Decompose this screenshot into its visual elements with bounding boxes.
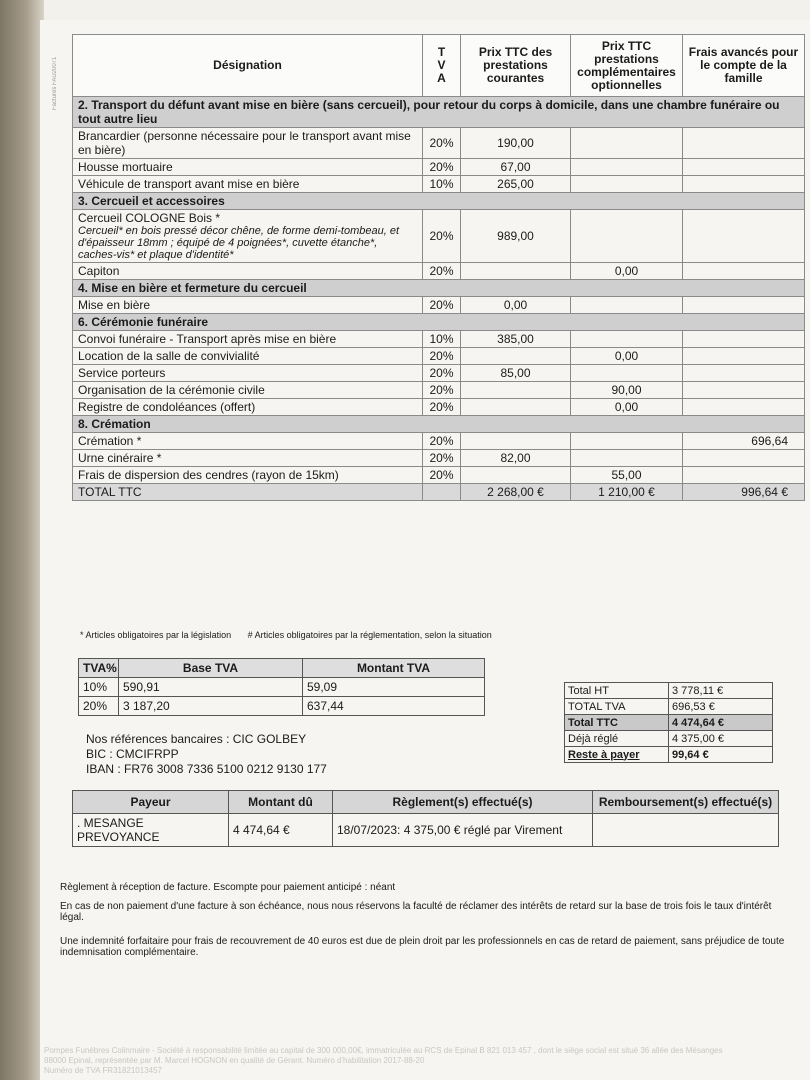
item-tva: 10%: [423, 176, 461, 193]
pay-header-refund: Remboursement(s) effectué(s): [593, 791, 779, 814]
item-tva: 20%: [423, 210, 461, 263]
item-label: TOTAL TTC: [78, 485, 142, 499]
item-price-option: [571, 176, 683, 193]
item-price-option: [571, 210, 683, 263]
totals-value: 3 778,11 €: [669, 683, 773, 699]
totals-label: Total TTC: [565, 715, 669, 731]
item-row: [73, 467, 805, 484]
section-row: [73, 280, 805, 297]
item-price-frais: [683, 348, 805, 365]
item-price-option: 0,00: [571, 399, 683, 416]
tva-header-base: Base TVA: [119, 659, 303, 678]
pay-header-payer: Payeur: [73, 791, 229, 814]
item-price-frais: 996,64 €: [683, 484, 805, 501]
section-row: [73, 193, 805, 210]
item-price-frais: [683, 365, 805, 382]
item-label: Capiton: [78, 264, 120, 278]
item-designation: [73, 365, 423, 382]
item-tva: 20%: [423, 263, 461, 280]
tva-row: [79, 678, 485, 697]
col-courantes: Prix TTC des prestations courantes: [461, 35, 571, 97]
totals-table: [564, 682, 773, 763]
item-tva: 20%: [423, 433, 461, 450]
item-price-courant: 190,00: [461, 128, 571, 159]
item-price-option: 1 210,00 €: [571, 484, 683, 501]
item-row: [73, 297, 805, 314]
tva-amount: 637,44: [303, 697, 485, 716]
totals-label: Reste à payer: [565, 747, 669, 763]
section-row: [73, 97, 805, 128]
item-designation: [73, 176, 423, 193]
item-price-courant: [461, 348, 571, 365]
item-designation: [73, 399, 423, 416]
col-frais: Frais avancés pour le compte de la famille: [683, 35, 805, 97]
item-price-frais: [683, 159, 805, 176]
item-tva: 20%: [423, 382, 461, 399]
background-left-edge: [0, 0, 44, 1080]
invoice-items-table: [72, 34, 805, 501]
legal-payment-terms: Règlement à réception de facture. Escompte pour paiement anticipé : néant: [60, 882, 396, 893]
item-tva: 20%: [423, 128, 461, 159]
item-tva: 20%: [423, 159, 461, 176]
item-designation: [73, 263, 423, 280]
tva-base: 3 187,20: [119, 697, 303, 716]
totals-label: Déjà réglé: [565, 731, 669, 747]
payment-row: [73, 814, 779, 847]
item-label: Mise en bière: [78, 298, 151, 312]
item-row: [73, 365, 805, 382]
item-label: Location de la salle de convivialité: [78, 349, 260, 363]
item-label: Housse mortuaire: [78, 160, 173, 174]
note-legal: * Articles obligatoires par la législation: [80, 630, 232, 640]
item-price-option: 0,00: [571, 263, 683, 280]
section-row: [73, 314, 805, 331]
totals-row: [565, 683, 773, 699]
item-price-frais: [683, 176, 805, 193]
col-optionnelles: Prix TTC prestations complémentaires optionnelles: [571, 35, 683, 97]
item-tva: [423, 484, 461, 501]
item-price-option: [571, 433, 683, 450]
item-price-option: [571, 450, 683, 467]
item-price-frais: 696,64: [683, 433, 805, 450]
total-row: [73, 484, 805, 501]
item-label: Urne cinéraire *: [78, 451, 162, 465]
col-tva: T V A: [423, 35, 461, 97]
refund: [593, 814, 779, 847]
note-regulation: # Articles obligatoires par la réglementation, selon la situation: [247, 630, 492, 640]
item-row: [73, 159, 805, 176]
item-designation: [73, 433, 423, 450]
item-label: Registre de condoléances (offert): [78, 400, 256, 414]
iban-line: IBAN : FR76 3008 7336 5100 0212 9130 177: [86, 762, 327, 776]
payment-table: [72, 790, 779, 847]
totals-value: 696,53 €: [669, 699, 773, 715]
item-tva: 20%: [423, 399, 461, 416]
item-row: [73, 382, 805, 399]
item-designation: [73, 467, 423, 484]
tva-header-rate: TVA%: [79, 659, 119, 678]
tva-table: [78, 658, 485, 716]
item-row: [73, 263, 805, 280]
pay-header-due: Montant dû: [229, 791, 333, 814]
totals-value: 99,64 €: [669, 747, 773, 763]
item-tva: 20%: [423, 348, 461, 365]
payer-name: . MESANGE PREVOYANCE: [73, 814, 229, 847]
section-title: 2. Transport du défunt avant mise en bière (sans cercueil), pour retour du corps à domicile, dans une chambre funéraire ou tout autre lieu: [73, 97, 805, 128]
item-price-courant: 385,00: [461, 331, 571, 348]
item-row: [73, 331, 805, 348]
item-tva: 20%: [423, 467, 461, 484]
footer-line: Numéro de TVA FR31821013457: [44, 1066, 163, 1075]
item-price-courant: 2 268,00 €: [461, 484, 571, 501]
item-label: Convoi funéraire - Transport après mise en bière: [78, 332, 337, 346]
totals-value: 4 474,64 €: [669, 715, 773, 731]
totals-row: [565, 699, 773, 715]
item-price-option: 55,00: [571, 467, 683, 484]
item-price-option: [571, 128, 683, 159]
item-row: [73, 450, 805, 467]
item-price-frais: [683, 382, 805, 399]
item-tva: 10%: [423, 331, 461, 348]
notes: [80, 630, 506, 640]
item-price-courant: 0,00: [461, 297, 571, 314]
tva-header-amount: Montant TVA: [303, 659, 485, 678]
item-designation: [73, 159, 423, 176]
section-title: 3. Cercueil et accessoires: [73, 193, 805, 210]
item-price-frais: [683, 297, 805, 314]
item-price-courant: 85,00: [461, 365, 571, 382]
section-title: 4. Mise en bière et fermeture du cercueil: [73, 280, 805, 297]
item-price-courant: 989,00: [461, 210, 571, 263]
tva-row: [79, 697, 485, 716]
item-tva: 20%: [423, 450, 461, 467]
legal-recovery-fee: Une indemnité forfaitaire pour frais de recouvrement de 40 euros est due de plein droit par les professionnels en cas de retard de paiement, sans préjudice de toute indemnisation complémentaire.: [60, 936, 785, 958]
pay-header-settled: Règlement(s) effectué(s): [333, 791, 593, 814]
item-price-courant: [461, 382, 571, 399]
item-designation: [73, 210, 423, 263]
item-row: [73, 348, 805, 365]
item-row: [73, 433, 805, 450]
item-price-option: [571, 331, 683, 348]
item-price-courant: [461, 263, 571, 280]
bank-references: [86, 732, 327, 777]
item-price-frais: [683, 467, 805, 484]
footer-line: Pompes Funèbres Colinmaire - Société à responsabilité limitée au capital de 300 000,00€, immatriculée au RCS de Epinal B 821 013 457 , dont le siège social est situé 36 allée des Mésanges: [44, 1046, 723, 1055]
settlement: 18/07/2023: 4 375,00 € réglé par Virement: [333, 814, 593, 847]
tva-rate: 10%: [79, 678, 119, 697]
item-row: [73, 176, 805, 193]
col-designation: Désignation: [73, 35, 423, 97]
item-price-courant: 265,00: [461, 176, 571, 193]
item-detail: Cercueil* en bois pressé décor chêne, de forme demi-tombeau, et d'épaisseur 18mm ; équipé de 4 poignées*, cuvette étanche*, caches-vis* et plaque d'identité*: [78, 225, 400, 261]
item-designation: [73, 128, 423, 159]
item-price-frais: [683, 331, 805, 348]
legal-late-interest: En cas de non paiement d'une facture à son échéance, nous nous réservons la faculté de réclamer des intérêts de retard sur la base de trois fois le taux d'intérêt légal.: [60, 901, 772, 923]
item-designation: [73, 348, 423, 365]
item-price-courant: 67,00: [461, 159, 571, 176]
item-price-option: 90,00: [571, 382, 683, 399]
totals-row: [565, 715, 773, 731]
company-footer: [44, 1046, 804, 1076]
tva-amount: 59,09: [303, 678, 485, 697]
totals-label: TOTAL TVA: [565, 699, 669, 715]
item-label: Brancardier (personne nécessaire pour le transport avant mise en bière): [78, 129, 411, 157]
side-reference: Factures FAU20071: [52, 56, 58, 110]
item-designation: [73, 297, 423, 314]
item-label: Frais de dispersion des cendres (rayon de 15km): [78, 468, 339, 482]
amount-due: 4 474,64 €: [229, 814, 333, 847]
item-label: Crémation *: [78, 434, 142, 448]
section-row: [73, 416, 805, 433]
item-price-courant: [461, 433, 571, 450]
item-price-option: [571, 297, 683, 314]
section-title: 8. Crémation: [73, 416, 805, 433]
footer-line: 88000 Epinal, représentée par M. Marcel HOGNON en qualité de Gérant. Numéro d'habilitation 2017-88-20: [44, 1056, 425, 1065]
bank-line: Nos références bancaires : CIC GOLBEY: [86, 732, 307, 746]
item-label: Organisation de la cérémonie civile: [78, 383, 265, 397]
item-price-option: [571, 365, 683, 382]
item-designation: [73, 450, 423, 467]
item-tva: 20%: [423, 297, 461, 314]
item-label: Véhicule de transport avant mise en bière: [78, 177, 300, 191]
totals-value: 4 375,00 €: [669, 731, 773, 747]
section-title: 6. Cérémonie funéraire: [73, 314, 805, 331]
item-designation: [73, 331, 423, 348]
totals-row: [565, 747, 773, 763]
bic-line: BIC : CMCIFRPP: [86, 747, 179, 761]
item-price-frais: [683, 399, 805, 416]
item-price-courant: [461, 399, 571, 416]
items-body: [73, 97, 805, 501]
item-row: [73, 399, 805, 416]
item-designation: [73, 484, 423, 501]
totals-row: [565, 731, 773, 747]
item-price-frais: [683, 210, 805, 263]
item-row: [73, 210, 805, 263]
item-row: [73, 128, 805, 159]
item-price-frais: [683, 128, 805, 159]
item-price-courant: [461, 467, 571, 484]
tva-base: 590,91: [119, 678, 303, 697]
tva-rate: 20%: [79, 697, 119, 716]
item-label: Service porteurs: [78, 366, 166, 380]
item-price-option: [571, 159, 683, 176]
item-price-option: 0,00: [571, 348, 683, 365]
item-price-frais: [683, 263, 805, 280]
item-price-frais: [683, 450, 805, 467]
item-price-courant: 82,00: [461, 450, 571, 467]
totals-body: [565, 683, 773, 763]
item-label: Cercueil COLOGNE Bois *: [78, 211, 221, 225]
totals-label: Total HT: [565, 683, 669, 699]
item-designation: [73, 382, 423, 399]
item-tva: 20%: [423, 365, 461, 382]
